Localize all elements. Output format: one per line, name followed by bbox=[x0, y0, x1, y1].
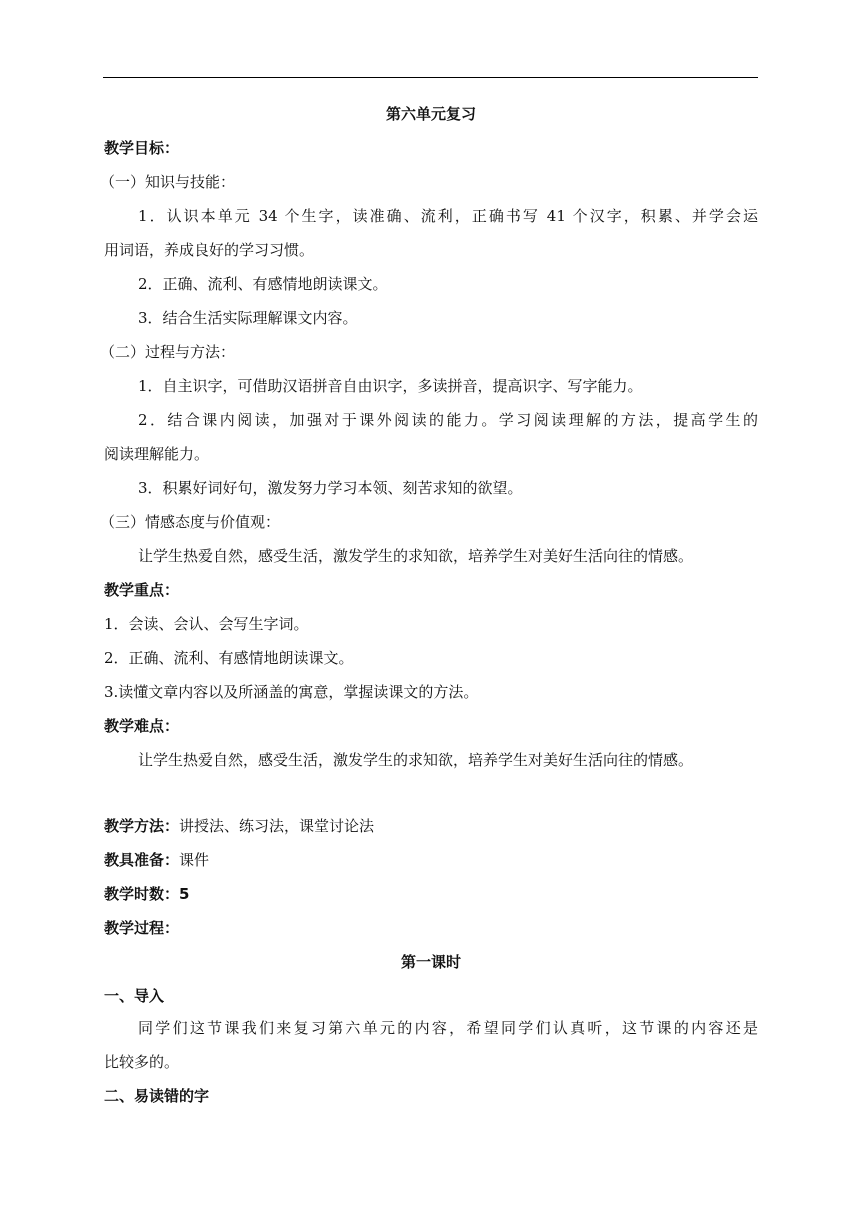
tools-label: 教具准备： bbox=[104, 851, 180, 869]
knowledge-item-1-line-2: 用词语，养成良好的学习习惯。 bbox=[104, 241, 315, 259]
process-heading: （二）过程与方法： bbox=[100, 343, 236, 361]
methods-value: 讲授法、练习法，课堂讨论法 bbox=[179, 817, 375, 835]
hours-label: 教学时数： bbox=[104, 885, 180, 903]
knowledge-item-1-line-1: 1．认识本单元 34 个生字，读准确、流利，正确书写 41 个汉字，积累、并学会运 bbox=[138, 207, 758, 225]
process-item-3: 3．积累好词好句，激发努力学习本领、刻苦求知的欲望。 bbox=[138, 479, 523, 497]
process-item-2-line-2: 阅读理解能力。 bbox=[104, 445, 210, 463]
key-point-3: 3.读懂文章内容以及所涵盖的寓意，掌握读课文的方法。 bbox=[104, 683, 479, 701]
emotion-heading: （三）情感态度与价值观： bbox=[100, 513, 281, 531]
section-2-heading: 二、易读错的字 bbox=[104, 1087, 210, 1105]
tools-line bbox=[104, 850, 758, 870]
hours-value: 5 bbox=[179, 885, 190, 903]
difficulties-heading: 教学难点： bbox=[104, 717, 180, 735]
knowledge-heading: （一）知识与技能： bbox=[100, 173, 236, 191]
section-1-heading: 一、导入 bbox=[104, 987, 165, 1005]
section-1-line-2: 比较多的。 bbox=[104, 1053, 180, 1071]
key-points-heading: 教学重点： bbox=[104, 581, 180, 599]
tools-value: 课件 bbox=[179, 851, 210, 869]
difficulties-text: 让学生热爱自然，感受生活，激发学生的求知欲，培养学生对美好生活向往的情感。 bbox=[138, 751, 694, 769]
page-title: 第六单元复习 bbox=[385, 105, 476, 123]
section-1-line-1: 同学们这节课我们来复习第六单元的内容，希望同学们认真听，这节课的内容还是 bbox=[138, 1019, 758, 1037]
hours-line bbox=[104, 884, 758, 904]
process-heading-main: 教学过程： bbox=[104, 919, 180, 937]
methods-line bbox=[104, 816, 758, 836]
key-point-2: 2．正确、流利、有感情地朗读课文。 bbox=[104, 649, 354, 667]
knowledge-item-2: 2．正确、流利、有感情地朗读课文。 bbox=[138, 275, 388, 293]
process-item-1: 1．自主识字，可借助汉语拼音自由识字，多读拼音，提高识字、写字能力。 bbox=[138, 377, 643, 395]
methods-label: 教学方法： bbox=[104, 817, 180, 835]
header-rule bbox=[103, 77, 758, 78]
key-point-1: 1．会读、会认、会写生字词。 bbox=[104, 615, 309, 633]
lesson-1-title: 第一课时 bbox=[400, 953, 461, 971]
emotion-text: 让学生热爱自然，感受生活，激发学生的求知欲，培养学生对美好生活向往的情感。 bbox=[138, 547, 694, 565]
knowledge-item-3: 3．结合生活实际理解课文内容。 bbox=[138, 309, 358, 327]
objectives-heading: 教学目标： bbox=[104, 139, 180, 157]
process-item-2-line-1: 2．结合课内阅读，加强对于课外阅读的能力。学习阅读理解的方法，提高学生的 bbox=[138, 411, 758, 429]
